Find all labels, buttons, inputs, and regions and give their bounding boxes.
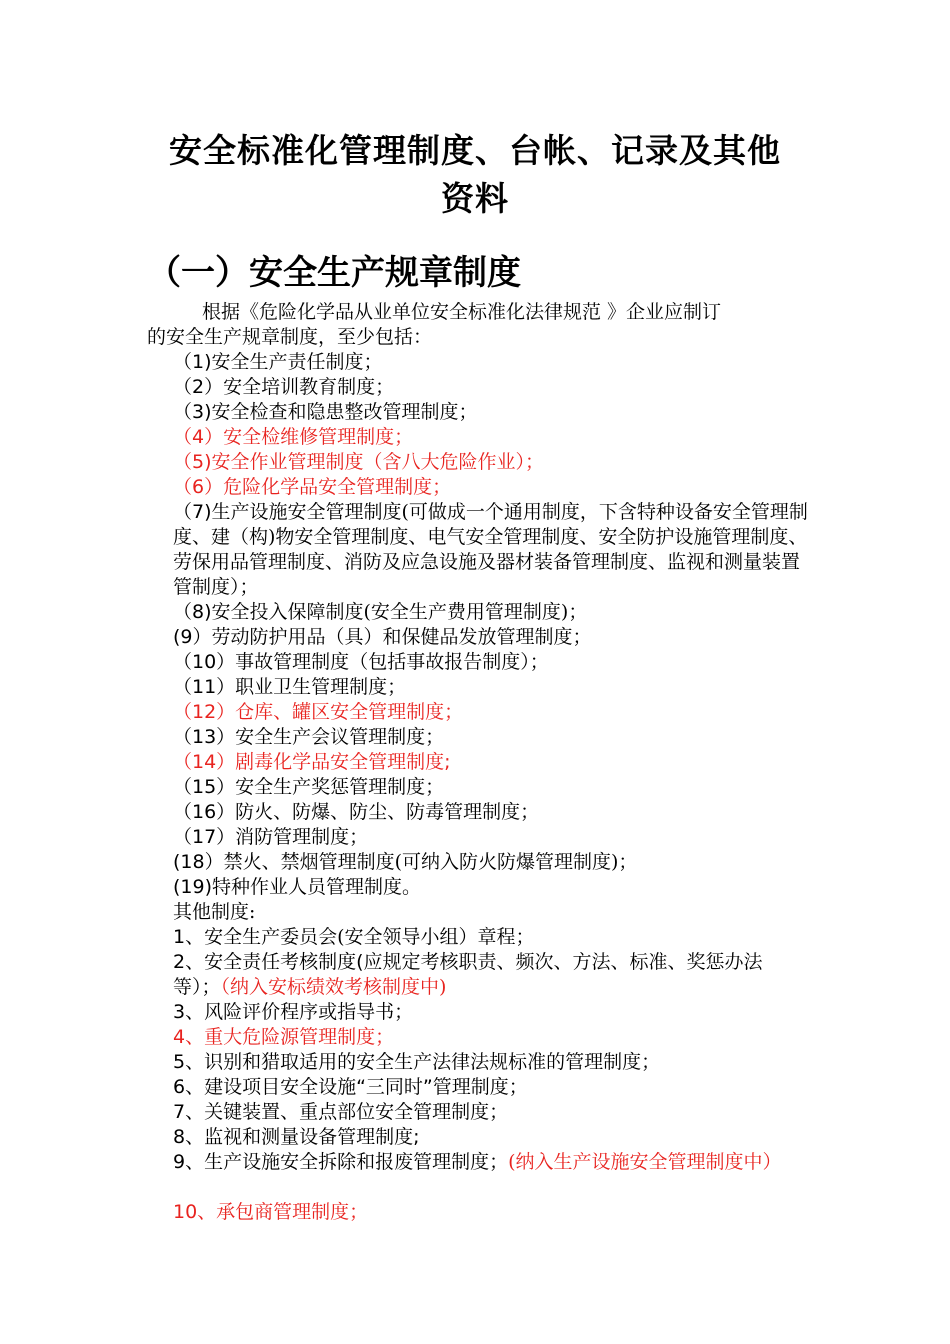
list-item-note: (安全生产费用管理制度)； (363, 601, 588, 623)
list-item: （13）安全生产会议管理制度； (173, 726, 445, 748)
list-item: （3)安全检查和隐患整改管理制度； (173, 401, 478, 423)
other-item-text: 1、安全生产委员会 (173, 926, 338, 948)
list-item: （1)安全生产责任制度； (173, 351, 383, 373)
list-item: (9）劳动防护用品（具）和保健品发放管理制度； (173, 626, 592, 648)
other-item-text: 9、生产设施安全拆除和报废管理制度； (173, 1151, 509, 1173)
list-item-note: (可纳入防火防爆管理制度)； (394, 851, 638, 873)
list-item (173, 500, 808, 600)
other-item-highlighted: 4、重大危险源管理制度； (173, 1026, 395, 1048)
other-item-note-highlighted: (纳入生产设施安全管理制度中） (508, 1151, 782, 1173)
list-item-text: （10）事故管理制度 (173, 651, 350, 673)
list-item-highlighted (173, 450, 544, 475)
list-item: （17）消防管理制度； (173, 826, 369, 848)
list-item-highlighted: （4）安全检维修管理制度； (173, 426, 414, 448)
other-item-note-highlighted: （纳入安标绩效考核制度中) (220, 976, 447, 998)
list-item-highlighted: （14）剧毒化学品安全管理制度; (173, 751, 451, 773)
list-item (173, 600, 587, 625)
list-item-text: （5)安全作业管理制度 (173, 451, 364, 473)
intro-line-1: 根据《危险化学品从业单位安全标准化法律规范 》企业应制订 (202, 301, 722, 323)
list-item-text: （7)生产设施安全管理制度 (173, 501, 402, 523)
list-item-text: （8)安全投入保障制度 (173, 601, 364, 623)
list-item: （2）安全培训教育制度； (173, 376, 395, 398)
other-item: 6、建设项目安全设施“三同时”管理制度； (173, 1076, 528, 1098)
other-item: 5、识别和猎取适用的安全生产法律法规标准的管理制度； (173, 1051, 661, 1073)
list-item: (19)特种作业人员管理制度。 (173, 876, 422, 898)
other-item: 3、风险评价程序或指导书； (173, 1001, 414, 1023)
other-item (173, 1150, 808, 1175)
list-item (173, 650, 549, 675)
list-item-note: （包括事故报告制度）； (349, 651, 549, 673)
list-item: （15）安全生产奖惩管理制度； (173, 776, 445, 798)
list-item: （11）职业卫生管理制度； (173, 676, 407, 698)
other-item: 8、监视和测量设备管理制度; (173, 1126, 420, 1148)
list-item-text: (18）禁火、禁烟管理制度 (173, 851, 395, 873)
list-item-highlighted: （12）仓库、罐区安全管理制度； (173, 701, 464, 723)
list-item-note: (可做成一个通用制度，下含特种设备安全管理制度、建（构)物安全管理制度、电气安全管理制度、安全防护设施管理制度、劳保用品管理制度、消防及应急设施及器材装备管理制度、监视和测量装置管制度）； (173, 501, 808, 598)
other-item (173, 950, 808, 1000)
document-title-line1: 安全标准化管理制度、台帐、记录及其他 (169, 131, 781, 170)
list-item-highlighted: （6）危险化学品安全管理制度； (173, 476, 452, 498)
list-item: （16）防火、防爆、防尘、防毒管理制度； (173, 801, 540, 823)
section-heading: （一）安全生产规章制度 (147, 253, 521, 293)
list-item (173, 850, 637, 875)
list-item-note: （含八大危险作业）； (363, 451, 545, 473)
other-heading: 其他制度: (173, 901, 256, 923)
other-item-text-end: 章程； (477, 926, 535, 948)
other-item-note: (安全领导小组） (337, 926, 478, 948)
other-item: 7、关键装置、重点部位安全管理制度； (173, 1101, 509, 1123)
other-item-text: 2、安全责任考核制度(应规定考核职责、频次、方法、标准、奖惩办法等）； (173, 951, 763, 998)
other-item (173, 925, 535, 950)
document-title-line2: 资料 (441, 179, 509, 218)
other-item-highlighted: 10、承包商管理制度； (173, 1201, 369, 1223)
intro-line-2: 的安全生产规章制度，至少包括： (147, 326, 433, 348)
